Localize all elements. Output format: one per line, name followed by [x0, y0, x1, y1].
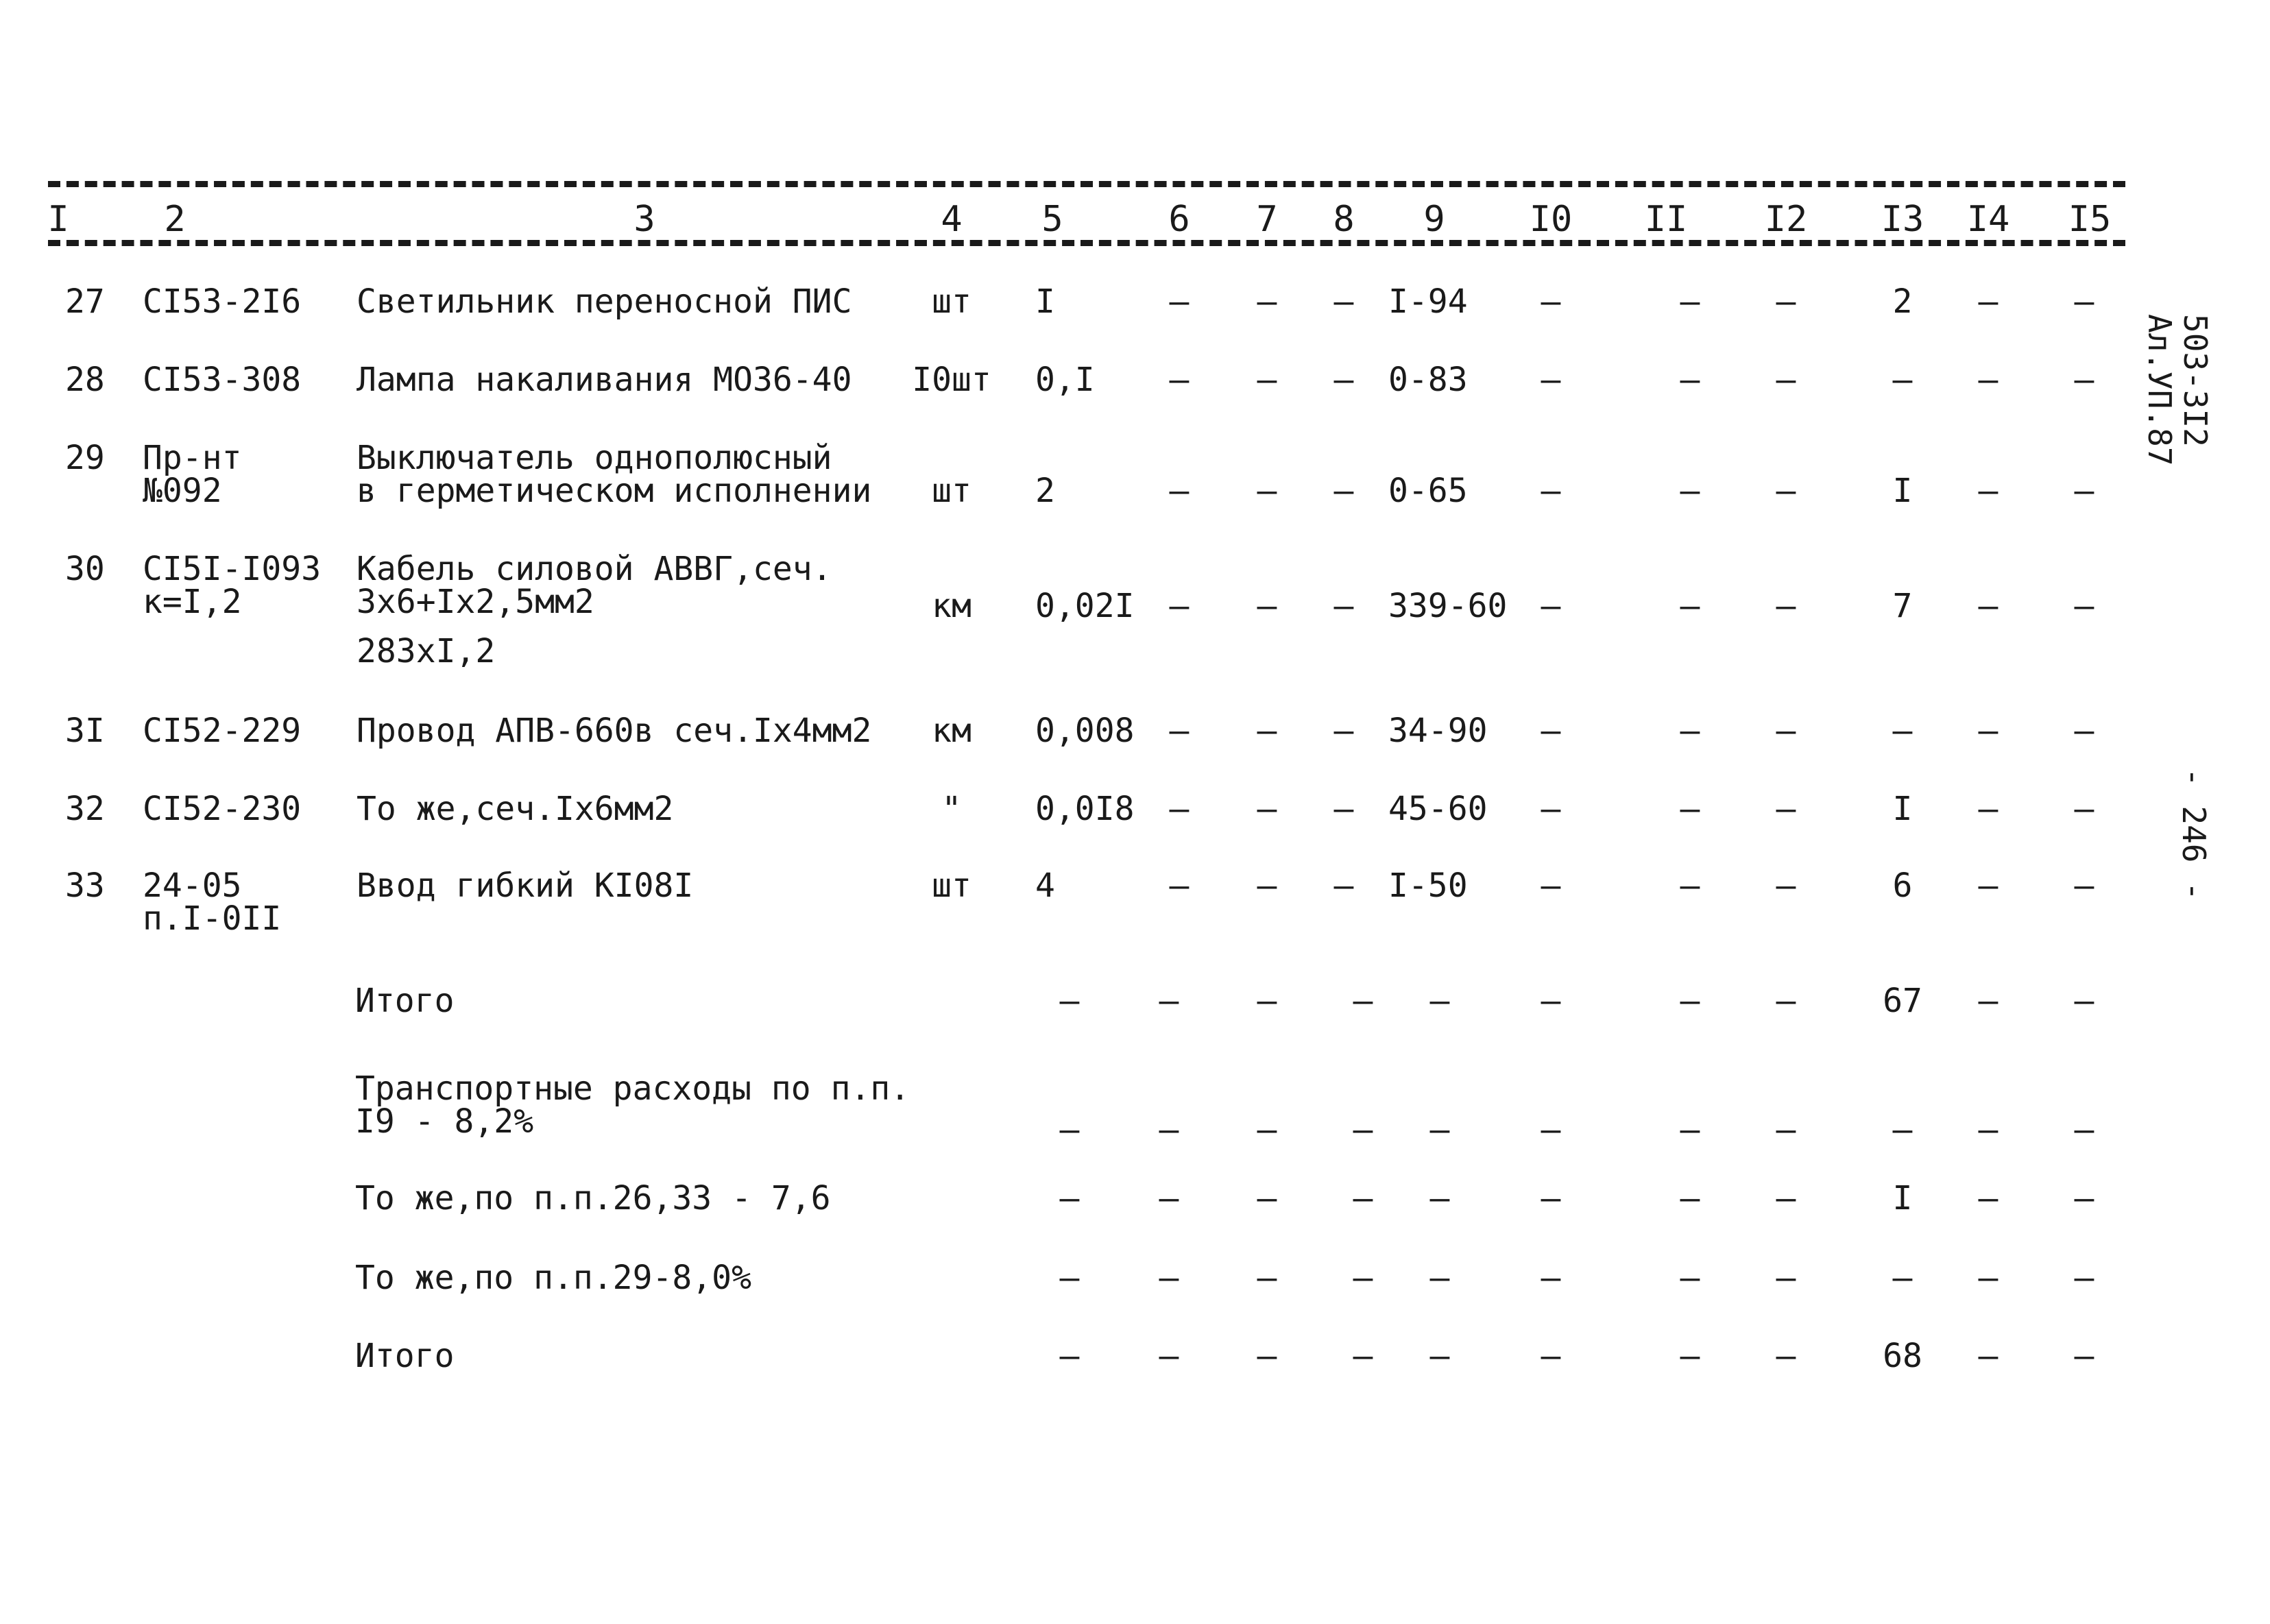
col15: –: [2074, 472, 2094, 510]
total-c14: –: [1978, 1259, 1999, 1297]
column-header-4: 4: [941, 199, 963, 240]
item-code: Пр-нт: [143, 439, 242, 477]
total-c13: –: [1892, 1111, 1913, 1149]
unit-price: 339-60: [1388, 587, 1508, 625]
col6: –: [1169, 282, 1190, 321]
row-number: 3I: [65, 712, 105, 750]
total-c10: –: [1541, 1337, 1561, 1375]
unit: км: [932, 712, 971, 750]
total-c7: –: [1257, 1179, 1277, 1217]
col8: –: [1333, 361, 1354, 399]
unit: I0шт: [912, 361, 991, 399]
col12: –: [1776, 472, 1796, 510]
item-description: 283хI,2: [357, 632, 496, 670]
item-description: Ввод гибкий КI08I: [357, 866, 694, 905]
col10: –: [1541, 712, 1561, 750]
col11: –: [1680, 587, 1700, 625]
total-c13: I: [1892, 1179, 1913, 1217]
total-c10: –: [1541, 1259, 1561, 1297]
total-c7: –: [1257, 982, 1277, 1020]
col14: –: [1978, 472, 1999, 510]
col10: –: [1541, 790, 1561, 828]
total-c8: –: [1353, 1259, 1373, 1297]
column-header-3: 3: [633, 199, 655, 240]
column-header-14: I4: [1966, 199, 2010, 240]
unit: шт: [932, 282, 971, 321]
column-header-6: 6: [1168, 199, 1190, 240]
col10: –: [1541, 361, 1561, 399]
col12: –: [1776, 361, 1796, 399]
total-c5: –: [1059, 982, 1080, 1020]
unit: ": [941, 790, 962, 828]
total-c15: –: [2074, 1179, 2094, 1217]
total-label: Транспортные расходы по п.п.: [355, 1069, 910, 1108]
item-code: CI5I-I093: [143, 550, 322, 588]
column-header-8: 8: [1333, 199, 1355, 240]
total-c14: –: [1978, 1337, 1999, 1375]
total-c5: –: [1059, 1111, 1080, 1149]
row-number: 29: [65, 439, 105, 477]
total-c10: –: [1541, 1179, 1561, 1217]
col8: –: [1333, 866, 1354, 905]
total-label: Итого: [355, 982, 455, 1020]
unit: шт: [932, 472, 971, 510]
total-c11: –: [1680, 982, 1700, 1020]
col7: –: [1257, 361, 1277, 399]
col13: –: [1892, 712, 1913, 750]
col10: –: [1541, 282, 1561, 321]
total-c12: –: [1776, 1179, 1796, 1217]
total-c12: –: [1776, 1259, 1796, 1297]
item-description: То же,сеч.Iх6мм2: [357, 790, 674, 828]
col11: –: [1680, 712, 1700, 750]
total-c11: –: [1680, 1259, 1700, 1297]
document-code: 503-3I2: [2177, 314, 2214, 447]
col8: –: [1333, 282, 1354, 321]
col11: –: [1680, 790, 1700, 828]
total-label: I9 - 8,2%: [355, 1102, 534, 1141]
col14: –: [1978, 361, 1999, 399]
col13: I: [1892, 472, 1913, 510]
unit-price: 0-83: [1388, 361, 1468, 399]
unit-price: I-94: [1388, 282, 1468, 321]
col15: –: [2074, 866, 2094, 905]
total-c11: –: [1680, 1179, 1700, 1217]
col12: –: [1776, 790, 1796, 828]
total-c13: 68: [1883, 1337, 1922, 1375]
quantity: 4: [1035, 866, 1055, 905]
total-c11: –: [1680, 1337, 1700, 1375]
col12: –: [1776, 712, 1796, 750]
unit: шт: [932, 866, 971, 905]
total-label: Итого: [355, 1337, 455, 1375]
total-c12: –: [1776, 1111, 1796, 1149]
total-c8: –: [1353, 1337, 1373, 1375]
total-c15: –: [2074, 982, 2094, 1020]
total-c8: –: [1353, 1179, 1373, 1217]
item-code: 24-05: [143, 866, 242, 905]
total-c14: –: [1978, 982, 1999, 1020]
total-c10: –: [1541, 982, 1561, 1020]
column-header-11: II: [1644, 199, 1688, 240]
total-c13: 67: [1883, 982, 1922, 1020]
col15: –: [2074, 712, 2094, 750]
col7: –: [1257, 472, 1277, 510]
item-description: Лампа накаливания МО36-40: [357, 361, 852, 399]
col11: –: [1680, 472, 1700, 510]
column-header-12: I2: [1764, 199, 1808, 240]
unit: км: [932, 587, 971, 625]
quantity: 2: [1035, 472, 1055, 510]
item-description: Провод АПВ-660в сеч.Iх4мм2: [357, 712, 872, 750]
item-code: №092: [143, 472, 222, 510]
total-c14: –: [1978, 1111, 1999, 1149]
total-c15: –: [2074, 1111, 2094, 1149]
total-c7: –: [1257, 1111, 1277, 1149]
col8: –: [1333, 790, 1354, 828]
col14: –: [1978, 790, 1999, 828]
col7: –: [1257, 712, 1277, 750]
item-description: Светильник переносной ПИС: [357, 282, 852, 321]
item-description: Выключатель однополюсный: [357, 439, 832, 477]
total-c6: –: [1159, 982, 1179, 1020]
total-c15: –: [2074, 1259, 2094, 1297]
total-c6: –: [1159, 1337, 1179, 1375]
total-c9: –: [1429, 1111, 1450, 1149]
unit-price: 45-60: [1388, 790, 1488, 828]
col11: –: [1680, 361, 1700, 399]
unit-price: 0-65: [1388, 472, 1468, 510]
column-header-2: 2: [164, 199, 186, 240]
item-code: CI52-230: [143, 790, 302, 828]
item-description: в герметическом исполнении: [357, 472, 872, 510]
total-c5: –: [1059, 1259, 1080, 1297]
col12: –: [1776, 587, 1796, 625]
quantity: 0,02I: [1035, 587, 1135, 625]
unit-price: I-50: [1388, 866, 1468, 905]
col6: –: [1169, 472, 1190, 510]
col15: –: [2074, 361, 2094, 399]
total-c9: –: [1429, 1179, 1450, 1217]
total-c12: –: [1776, 1337, 1796, 1375]
row-number: 27: [65, 282, 105, 321]
total-c8: –: [1353, 982, 1373, 1020]
total-c9: –: [1429, 982, 1450, 1020]
total-c14: –: [1978, 1179, 1999, 1217]
col10: –: [1541, 587, 1561, 625]
col8: –: [1333, 587, 1354, 625]
col8: –: [1333, 712, 1354, 750]
column-header-13: I3: [1881, 199, 1924, 240]
col13: 6: [1892, 866, 1913, 905]
page-number: - 246 -: [2175, 768, 2212, 901]
row-number: 30: [65, 550, 105, 588]
item-description: Кабель силовой АВВГ,сеч.: [357, 550, 832, 588]
col7: –: [1257, 587, 1277, 625]
item-code: к=I,2: [143, 583, 242, 621]
total-c9: –: [1429, 1259, 1450, 1297]
item-code: CI52-229: [143, 712, 302, 750]
col13: 7: [1892, 587, 1913, 625]
column-header-7: 7: [1256, 199, 1278, 240]
column-header-5: 5: [1041, 199, 1063, 240]
col11: –: [1680, 866, 1700, 905]
album-reference: Ал.УП.87: [2141, 314, 2178, 466]
item-code: CI53-308: [143, 361, 302, 399]
total-c11: –: [1680, 1111, 1700, 1149]
row-number: 32: [65, 790, 105, 828]
quantity: 0,0I8: [1035, 790, 1135, 828]
col7: –: [1257, 282, 1277, 321]
col12: –: [1776, 866, 1796, 905]
col12: –: [1776, 282, 1796, 321]
col15: –: [2074, 790, 2094, 828]
quantity: 0,I: [1035, 361, 1095, 399]
column-header-15: I5: [2068, 199, 2112, 240]
total-c6: –: [1159, 1259, 1179, 1297]
header-top-rule: [48, 181, 2125, 187]
total-c7: –: [1257, 1259, 1277, 1297]
total-label: То же,по п.п.29-8,0%: [355, 1259, 751, 1297]
col11: –: [1680, 282, 1700, 321]
col6: –: [1169, 361, 1190, 399]
column-header-1: I: [47, 199, 69, 240]
unit-price: 34-90: [1388, 712, 1488, 750]
total-c9: –: [1429, 1337, 1450, 1375]
col7: –: [1257, 790, 1277, 828]
total-c7: –: [1257, 1337, 1277, 1375]
col14: –: [1978, 282, 1999, 321]
col14: –: [1978, 712, 1999, 750]
col14: –: [1978, 866, 1999, 905]
column-header-10: I0: [1529, 199, 1573, 240]
total-c13: –: [1892, 1259, 1913, 1297]
total-c6: –: [1159, 1111, 1179, 1149]
item-code: CI53-2I6: [143, 282, 302, 321]
total-c5: –: [1059, 1179, 1080, 1217]
col6: –: [1169, 866, 1190, 905]
item-code: п.I-0II: [143, 899, 282, 938]
col14: –: [1978, 587, 1999, 625]
total-c6: –: [1159, 1179, 1179, 1217]
column-header-9: 9: [1423, 199, 1445, 240]
col6: –: [1169, 790, 1190, 828]
total-c8: –: [1353, 1111, 1373, 1149]
total-c5: –: [1059, 1337, 1080, 1375]
col13: –: [1892, 361, 1913, 399]
col6: –: [1169, 712, 1190, 750]
row-number: 28: [65, 361, 105, 399]
col10: –: [1541, 472, 1561, 510]
col13: I: [1892, 790, 1913, 828]
row-number: 33: [65, 866, 105, 905]
col7: –: [1257, 866, 1277, 905]
quantity: 0,008: [1035, 712, 1135, 750]
col6: –: [1169, 587, 1190, 625]
total-c15: –: [2074, 1337, 2094, 1375]
quantity: I: [1035, 282, 1055, 321]
item-description: 3х6+Iх2,5мм2: [357, 583, 594, 621]
header-bottom-rule: [48, 240, 2125, 246]
col13: 2: [1892, 282, 1913, 321]
col10: –: [1541, 866, 1561, 905]
col15: –: [2074, 282, 2094, 321]
total-c12: –: [1776, 982, 1796, 1020]
total-label: То же,по п.п.26,33 - 7,6: [355, 1179, 831, 1217]
col15: –: [2074, 587, 2094, 625]
col8: –: [1333, 472, 1354, 510]
total-c10: –: [1541, 1111, 1561, 1149]
